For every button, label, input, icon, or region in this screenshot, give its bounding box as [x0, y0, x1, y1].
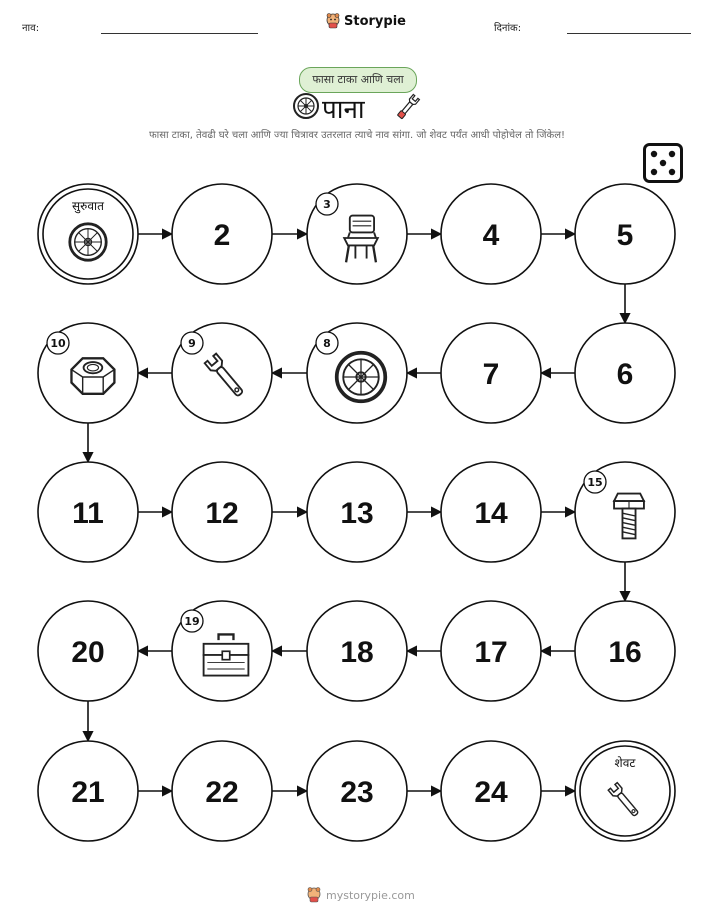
- board-cell-6[interactable]: [575, 323, 675, 423]
- footer: [307, 887, 415, 903]
- cell-number-badge: 19: [184, 615, 200, 628]
- cell-number: 24: [474, 776, 508, 809]
- cell-number-badge: 3: [323, 198, 331, 211]
- footer-url[interactable]: mystorypie.com: [326, 888, 415, 902]
- board-cell-5[interactable]: [575, 184, 675, 284]
- board-cell-13[interactable]: [307, 462, 407, 562]
- cell-number: 16: [608, 636, 642, 669]
- cell-number: 5: [616, 219, 634, 252]
- cell-number-badge: 15: [587, 476, 603, 489]
- cell-number: 17: [474, 636, 508, 669]
- board-cell-18[interactable]: [307, 601, 407, 701]
- game-type-badge: फासा टाका आणि चला: [299, 67, 417, 93]
- wheel-icon: [337, 353, 386, 402]
- name-label: नाव:: [22, 23, 40, 34]
- cell-number: 22: [205, 776, 239, 809]
- board-cell-8[interactable]: [307, 323, 407, 423]
- wheel-icon: [70, 224, 106, 260]
- start-label: सुरुवात: [72, 199, 104, 213]
- cell-number: 6: [616, 358, 634, 391]
- end-cell[interactable]: [575, 741, 675, 841]
- cell-number: 11: [72, 497, 104, 530]
- cell-number: 4: [482, 219, 500, 252]
- page-title: पाना: [322, 95, 365, 125]
- board-cell-19[interactable]: [172, 601, 272, 701]
- board-cell-3[interactable]: [307, 184, 407, 284]
- start-cell[interactable]: [38, 184, 138, 284]
- instructions: फासा टाका, तेवढी घरे चला आणि ज्या चित्रावर उतरलात त्याचे नाव सांगा. जो शेवट पर्यंत आधी पोहोचेल तो जिंकेल!: [148, 130, 566, 141]
- board-cell-15[interactable]: [575, 462, 675, 562]
- board-cell-22[interactable]: [172, 741, 272, 841]
- board-cell-23[interactable]: [307, 741, 407, 841]
- board-cell-10[interactable]: [38, 323, 138, 423]
- cell-number: 2: [213, 219, 231, 252]
- board-cell-7[interactable]: [441, 323, 541, 423]
- cell-number: 20: [71, 636, 105, 669]
- board-cell-2[interactable]: [172, 184, 272, 284]
- board-cell-20[interactable]: [38, 601, 138, 701]
- board-cell-14[interactable]: [441, 462, 541, 562]
- board-cell-21[interactable]: [38, 741, 138, 841]
- board-cell-11[interactable]: [38, 462, 138, 562]
- cell-number: 21: [71, 776, 105, 809]
- date-label: दिनांक:: [494, 23, 522, 34]
- cell-number-badge: 8: [323, 337, 331, 350]
- board-cell-4[interactable]: [441, 184, 541, 284]
- board-cell-12[interactable]: [172, 462, 272, 562]
- brand-name: Storypie: [344, 13, 406, 29]
- cell-number: 7: [482, 358, 500, 391]
- cell-number-badge: 10: [50, 337, 66, 350]
- board-cell-16[interactable]: [575, 601, 675, 701]
- cell-number: 14: [474, 497, 508, 530]
- board-cell-9[interactable]: [172, 323, 272, 423]
- cell-number: 13: [340, 497, 374, 530]
- cell-number: 23: [340, 776, 374, 809]
- end-label: शेवट: [614, 756, 636, 770]
- cell-number: 12: [205, 497, 239, 530]
- hex-nut-icon: [71, 358, 114, 393]
- board-cell-24[interactable]: [441, 741, 541, 841]
- board-cell-17[interactable]: [441, 601, 541, 701]
- storypie-mascot-icon: [307, 887, 321, 903]
- cell-number: 18: [340, 636, 374, 669]
- cell-number-badge: 9: [188, 337, 196, 350]
